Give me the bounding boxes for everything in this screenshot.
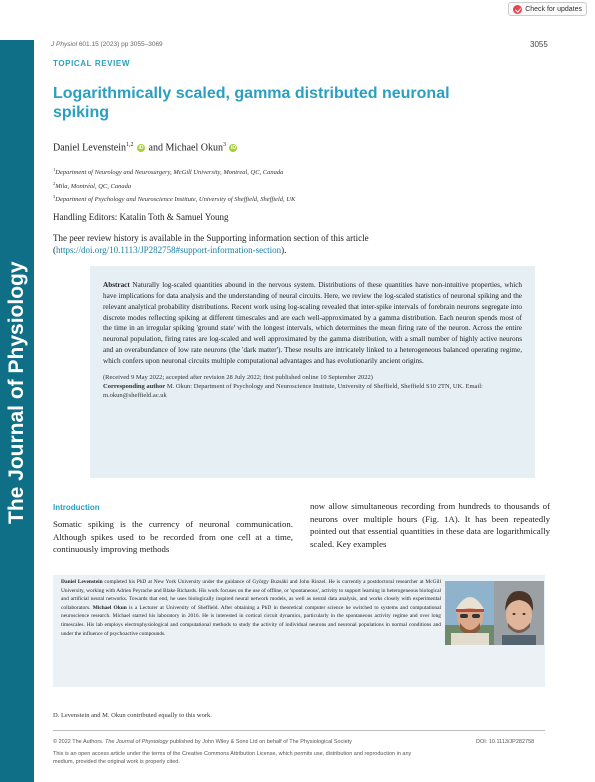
affiliation-number: 3 — [53, 194, 56, 200]
section-label: TOPICAL REVIEW — [53, 59, 131, 68]
equal-contribution-note: D. Levenstein and M. Okun contributed equally to this work. — [53, 712, 212, 719]
introduction-left-column: Somatic spiking is the currency of neuronal communication. Although spikes used to be recorded from one cell at a time, continuously improving methods — [53, 519, 293, 554]
affiliations — [53, 165, 295, 206]
orcid-icon[interactable]: iD — [230, 145, 236, 152]
copyright-suffix: published by John Wiley & Sons Ltd on behalf of The Physiological Society — [168, 739, 352, 745]
license-text: This is an open access article under the terms of the Creative Commons Attribution License, which permits use, distribution and reproduction in any medium, provided the original work is properly cited. — [53, 751, 412, 765]
affiliation-number: 2 — [53, 180, 56, 186]
journal-citation — [51, 41, 163, 48]
abstract-body: Naturally log-scaled quantities abound in the nervous system. Distributions of these quantities have non-intuitive properties, which have implications for data analysis and the understanding of neural circuits. Here, we review the log-scaled statistics of neuronal spiking and the relevant analytical probability distributions. Recent work using log-scaling revealed that inter-spike intervals of forebrain neurons segregate into discrete modes reflecting spiking at different timescales and are each well-approximated by a gamma distribution. Each neuron spends most of the time in an irregular spiking 'ground state' with the longest intervals, which determines the mean firing rate of the neuron. Across the entire neuronal population, firing rates are log-scaled and well approximated by the gamma distribution, with a small number of highly active neurons and an overabundance of low rate neurons (the 'dark matter'). These results are intricately linked to a heterogeneous balanced operating regime, which confers upon neuronal circuits multiple computational advantages and has evolutionarily ancient origins. — [103, 281, 522, 365]
author-conjunction: and — [146, 142, 166, 154]
abstract-paragraph — [103, 280, 522, 367]
check-for-updates-button[interactable] — [508, 2, 587, 16]
affiliation-item — [53, 192, 295, 206]
affiliation-item — [53, 179, 295, 193]
introduction-heading: Introduction — [53, 503, 100, 512]
affiliation-text: Department of Neurology and Neurosurgery, McGill University, Montreal, QC, Canada — [55, 169, 284, 177]
citation-volume-pages: 601.15 (2023) pp 3055–3069 — [77, 41, 163, 48]
handling-editors: Handling Editors: Katalin Toth & Samuel Young — [53, 212, 229, 222]
author-bio-box — [53, 575, 545, 687]
orcid-icon[interactable]: iD — [138, 145, 144, 152]
author-photo — [494, 581, 544, 645]
introduction-right-column: now allow simultaneous recording from hundreds to thousands of neurons over multiple hours (Fig. 1A). It has been repeatedly pointed out that essential quantities in these data are logarithmically scaled. Key examples — [310, 501, 550, 549]
bio-name: Michael Okun — [92, 604, 127, 611]
check-updates-label: Check for updates — [525, 5, 582, 13]
check-updates-icon — [513, 5, 522, 14]
peer-review-note — [53, 232, 523, 256]
received-dates: (Received 9 May 2022; accepted after revision 28 July 2022; first published online 10 September 2022) — [103, 373, 373, 381]
peer-review-text: The peer review history is available in the Supporting information section of this article ( — [53, 233, 369, 255]
affiliation-item — [53, 165, 295, 179]
footer-divider — [53, 730, 545, 731]
affiliation-text: Mila, Montréal, QC, Canada — [55, 182, 132, 190]
journal-abbrev: J Physiol — [51, 41, 78, 48]
corresponding-text: M. Okun: Department of Psychology and Neuroscience Institute, University of Sheffield, Sheffield S10 2TN, UK. Email: m.okun@sheffield.ac.uk — [103, 382, 483, 400]
corresponding-label: Corresponding author — [103, 382, 166, 390]
bio-paragraph: is a Lecturer at University of Sheffield. After obtaining a PhD in theoretical computer science he switched to systems and computational neuroscience research. Michael started his laboratory in 2016. He is interested in cortical circuit dynamics, particularly in the spontaneous activity regime and over long timescales. His lab employs electrophysiological and computational methods to study the activity of individual neurons and neuronal populations in normal conditions and under the influence of psychoactive compounds. — [61, 604, 441, 637]
affiliation-text: Department of Psychology and Neuroscience Institute, University of Sheffield, Sheffield, UK — [55, 196, 296, 204]
journal-name-vertical: The Journal of Physiology — [5, 261, 28, 524]
abstract-box — [90, 266, 535, 478]
peer-review-end: ). — [281, 245, 287, 255]
author-name[interactable]: Daniel Levenstein — [53, 142, 127, 154]
copyright-prefix: © 2022 The Authors. — [53, 739, 105, 745]
author-photo — [445, 581, 495, 645]
doi-label[interactable]: DOI: 10.1113/JP282758 — [476, 739, 535, 745]
author-affiliation-sup: 1,2 — [126, 142, 134, 148]
bio-paragraph: completed his PhD at New York University under the guidance of György Buzsáki and John Rinzel. He is currently a postdoctoral researcher at McGill University, working with Adrien Peyrache and Blake Richards. His work focuses on the use of offline, or 'spontaneous', activity to support learning in heterogeneous biological and artificial neural networks. Towards that end, he uses biologically inspired neural network models, as well as neural data analysis, and works closely with experimental collaborators. — [61, 579, 441, 611]
author-name[interactable]: Michael Okun — [165, 142, 223, 154]
copyright-line — [53, 739, 352, 745]
bio-name: Daniel Levenstein — [61, 579, 103, 585]
author-photo-2-image — [494, 581, 544, 645]
author-list — [53, 142, 238, 153]
corresponding-author — [103, 382, 522, 401]
copyright-journal: The Journal of Physiology — [104, 739, 169, 745]
page-number: 3055 — [530, 40, 548, 49]
author-photo-1-image — [445, 581, 495, 645]
article-title: Logarithmically scaled, gamma distributed neuronal spiking — [53, 85, 450, 121]
abstract-label: Abstract — [103, 281, 130, 289]
affiliation-number: 1 — [53, 167, 56, 172]
peer-review-link[interactable]: https://doi.org/10.1113/JP282758#support-information-section — [56, 245, 282, 255]
author-affiliation-sup: 3 — [222, 142, 226, 148]
author-bio-text — [61, 578, 441, 638]
